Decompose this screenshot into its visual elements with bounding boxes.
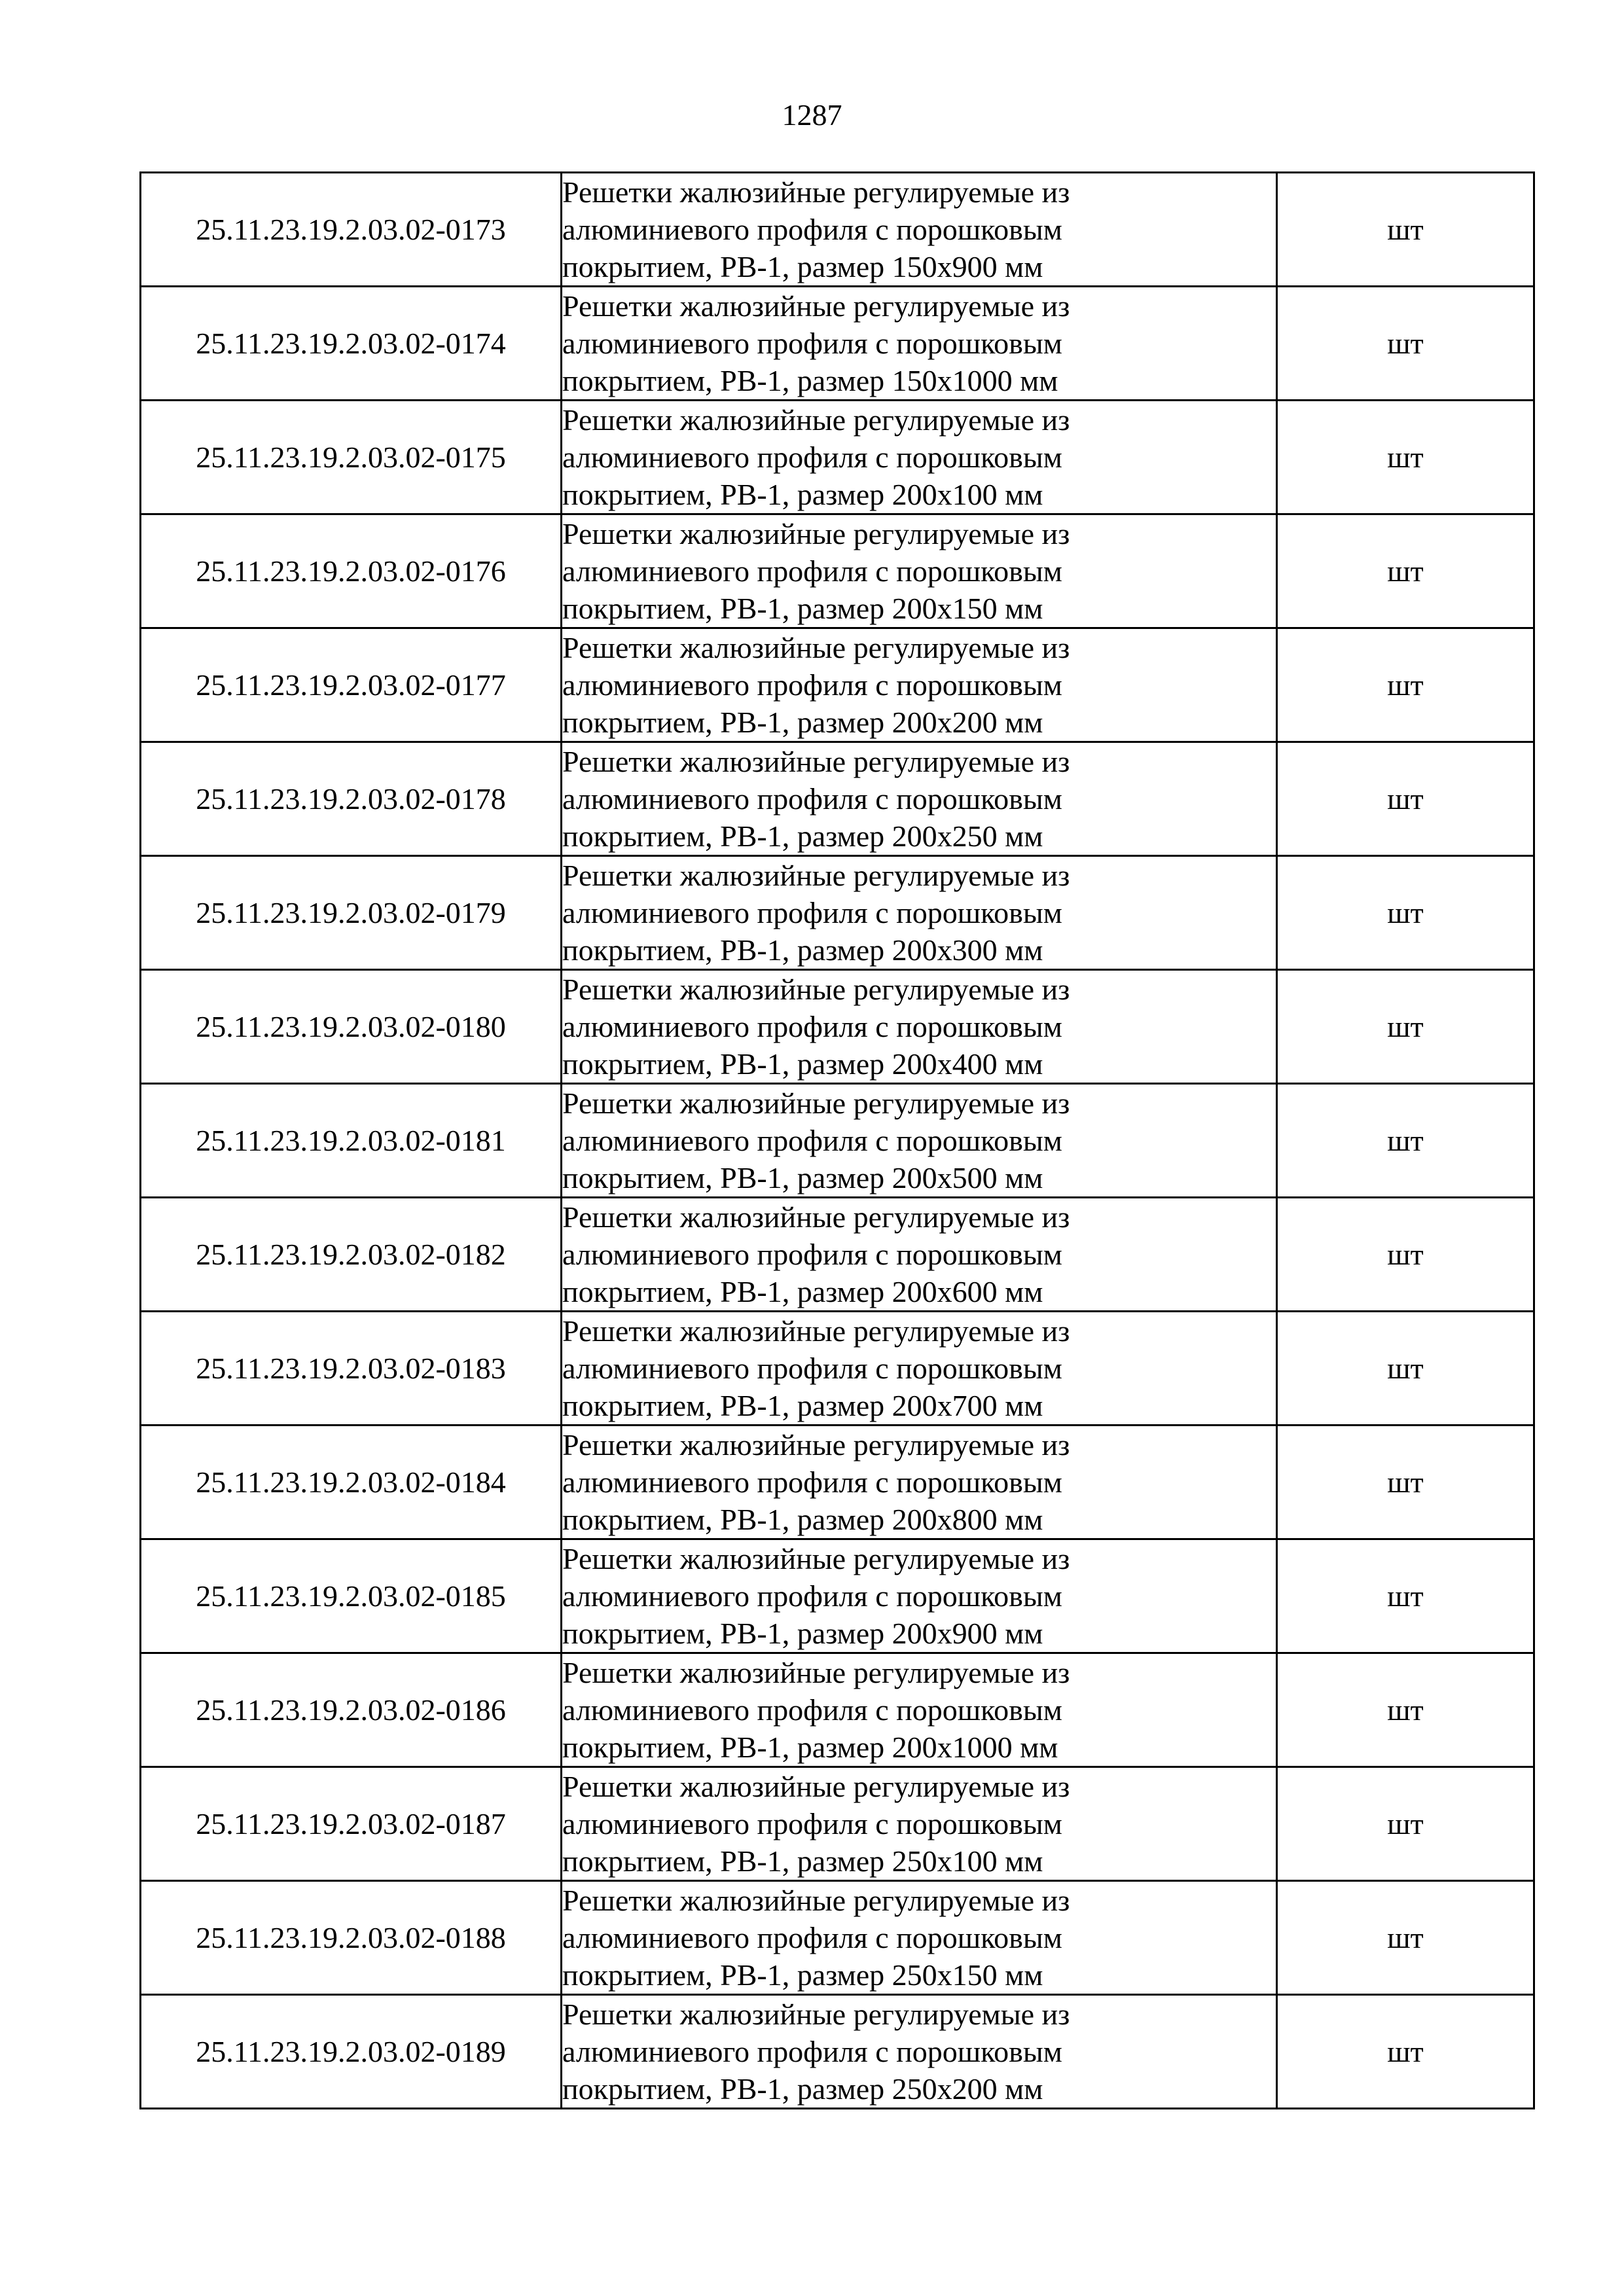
description-line: Решетки жалюзийные регулируемые из [562,1884,1070,1917]
description-line: Решетки жалюзийные регулируемые из [562,631,1070,664]
resource-code-cell: 25.11.23.19.2.03.02-0189 [141,1995,562,2109]
resource-code-cell: 25.11.23.19.2.03.02-0185 [141,1539,562,1653]
description-line: Решетки жалюзийные регулируемые из [562,1314,1070,1348]
description-line: Решетки жалюзийные регулируемые из [562,1086,1070,1120]
description-line: покрытием, РВ-1, размер 200х800 мм [562,1503,1043,1536]
resource-description-cell [562,1881,1277,1995]
description-line: алюминиевого профиля с порошковым [562,2035,1062,2068]
description-line: алюминиевого профиля с порошковым [562,213,1062,246]
resource-code-cell: 25.11.23.19.2.03.02-0176 [141,514,562,628]
table-row [141,970,1534,1084]
description-line: покрытием, РВ-1, размер 200х200 мм [562,706,1043,739]
description-line: Решетки жалюзийные регулируемые из [562,1656,1070,1689]
description-line: покрытием, РВ-1, размер 200х500 мм [562,1161,1043,1194]
table-row [141,1881,1534,1995]
description-line: Решетки жалюзийные регулируемые из [562,403,1070,437]
description-line: алюминиевого профиля с порошковым [562,1238,1062,1271]
resource-code-cell: 25.11.23.19.2.03.02-0179 [141,856,562,970]
resource-description-cell [562,514,1277,628]
unit-cell: шт [1277,401,1534,514]
description-line: алюминиевого профиля с порошковым [562,554,1062,588]
unit-cell: шт [1277,1881,1534,1995]
table-row [141,628,1534,742]
description-line: алюминиевого профиля с порошковым [562,1693,1062,1727]
resource-description-cell [562,1767,1277,1881]
unit-cell: шт [1277,1198,1534,1312]
page-number: 1287 [782,98,842,132]
table-row [141,287,1534,401]
resource-description-cell [562,287,1277,401]
description-line: алюминиевого профиля с порошковым [562,1579,1062,1613]
unit-cell: шт [1277,1767,1534,1881]
resource-code-cell: 25.11.23.19.2.03.02-0173 [141,173,562,287]
description-line: покрытием, РВ-1, размер 200х900 мм [562,1617,1043,1650]
unit-cell: шт [1277,514,1534,628]
description-line: Решетки жалюзийные регулируемые из [562,859,1070,892]
resource-code-cell: 25.11.23.19.2.03.02-0182 [141,1198,562,1312]
description-line: алюминиевого профиля с порошковым [562,1352,1062,1385]
resource-description-cell [562,1312,1277,1426]
description-line: алюминиевого профиля с порошковым [562,1465,1062,1499]
resource-description-cell [562,1198,1277,1312]
unit-cell: шт [1277,1539,1534,1653]
table-row [141,514,1534,628]
description-line: покрытием, РВ-1, размер 250х150 мм [562,1958,1043,1992]
unit-cell: шт [1277,173,1534,287]
resource-description-cell [562,1539,1277,1653]
resource-table-body [141,173,1534,2109]
resource-code-cell: 25.11.23.19.2.03.02-0174 [141,287,562,401]
description-line: Решетки жалюзийные регулируемые из [562,1770,1070,1803]
resource-description-cell [562,742,1277,856]
resource-code-cell: 25.11.23.19.2.03.02-0177 [141,628,562,742]
unit-cell: шт [1277,1653,1534,1767]
resource-description-cell [562,1426,1277,1539]
table-row [141,1767,1534,1881]
table-row [141,1312,1534,1426]
resource-code-cell: 25.11.23.19.2.03.02-0178 [141,742,562,856]
description-line: алюминиевого профиля с порошковым [562,896,1062,929]
description-line: алюминиевого профиля с порошковым [562,440,1062,474]
table-row [141,401,1534,514]
description-line: покрытием, РВ-1, размер 150х900 мм [562,250,1043,283]
description-line: покрытием, РВ-1, размер 200х700 мм [562,1389,1043,1422]
description-line: покрытием, РВ-1, размер 200х100 мм [562,478,1043,511]
description-line: Решетки жалюзийные регулируемые из [562,973,1070,1006]
description-line: Решетки жалюзийные регулируемые из [562,175,1070,209]
table-row [141,1084,1534,1198]
resource-code-cell: 25.11.23.19.2.03.02-0175 [141,401,562,514]
unit-cell: шт [1277,856,1534,970]
table-row [141,1426,1534,1539]
resource-description-cell [562,173,1277,287]
description-line: покрытием, РВ-1, размер 150х1000 мм [562,364,1058,397]
unit-cell: шт [1277,1312,1534,1426]
resource-code-cell: 25.11.23.19.2.03.02-0187 [141,1767,562,1881]
description-line: алюминиевого профиля с порошковым [562,1010,1062,1043]
resource-code-cell: 25.11.23.19.2.03.02-0184 [141,1426,562,1539]
description-line: алюминиевого профиля с порошковым [562,668,1062,702]
description-line: алюминиевого профиля с порошковым [562,1921,1062,1954]
resource-description-cell [562,1653,1277,1767]
description-line: алюминиевого профиля с порошковым [562,782,1062,816]
description-line: алюминиевого профиля с порошковым [562,327,1062,360]
resource-code-cell: 25.11.23.19.2.03.02-0186 [141,1653,562,1767]
description-line: покрытием, РВ-1, размер 200х600 мм [562,1275,1043,1308]
description-line: покрытием, РВ-1, размер 200х150 мм [562,592,1043,625]
resource-description-cell [562,970,1277,1084]
resource-code-cell: 25.11.23.19.2.03.02-0188 [141,1881,562,1995]
description-line: покрытием, РВ-1, размер 250х200 мм [562,2072,1043,2106]
resource-code-cell: 25.11.23.19.2.03.02-0181 [141,1084,562,1198]
description-line: Решетки жалюзийные регулируемые из [562,289,1070,323]
resource-description-cell [562,1995,1277,2109]
unit-cell: шт [1277,742,1534,856]
resource-description-cell [562,856,1277,970]
description-line: покрытием, РВ-1, размер 200х250 мм [562,819,1043,853]
description-line: Решетки жалюзийные регулируемые из [562,1998,1070,2031]
resource-code-cell: 25.11.23.19.2.03.02-0183 [141,1312,562,1426]
table-row [141,1539,1534,1653]
unit-cell: шт [1277,1426,1534,1539]
unit-cell: шт [1277,1084,1534,1198]
resource-table [139,171,1535,2109]
table-row [141,1198,1534,1312]
resource-description-cell [562,401,1277,514]
description-line: Решетки жалюзийные регулируемые из [562,517,1070,550]
table-row [141,173,1534,287]
unit-cell: шт [1277,287,1534,401]
unit-cell: шт [1277,628,1534,742]
description-line: покрытием, РВ-1, размер 250х100 мм [562,1844,1043,1878]
description-line: покрытием, РВ-1, размер 200х1000 мм [562,1731,1058,1764]
resource-description-cell [562,1084,1277,1198]
description-line: Решетки жалюзийные регулируемые из [562,1428,1070,1462]
resource-code-cell: 25.11.23.19.2.03.02-0180 [141,970,562,1084]
resource-description-cell [562,628,1277,742]
table-row [141,742,1534,856]
description-line: Решетки жалюзийные регулируемые из [562,1542,1070,1575]
table-row [141,856,1534,970]
description-line: алюминиевого профиля с порошковым [562,1124,1062,1157]
description-line: алюминиевого профиля с порошковым [562,1807,1062,1840]
unit-cell: шт [1277,1995,1534,2109]
table-row [141,1653,1534,1767]
unit-cell: шт [1277,970,1534,1084]
description-line: покрытием, РВ-1, размер 200х400 мм [562,1047,1043,1081]
description-line: покрытием, РВ-1, размер 200х300 мм [562,933,1043,967]
description-line: Решетки жалюзийные регулируемые из [562,1200,1070,1234]
table-row [141,1995,1534,2109]
description-line: Решетки жалюзийные регулируемые из [562,745,1070,778]
